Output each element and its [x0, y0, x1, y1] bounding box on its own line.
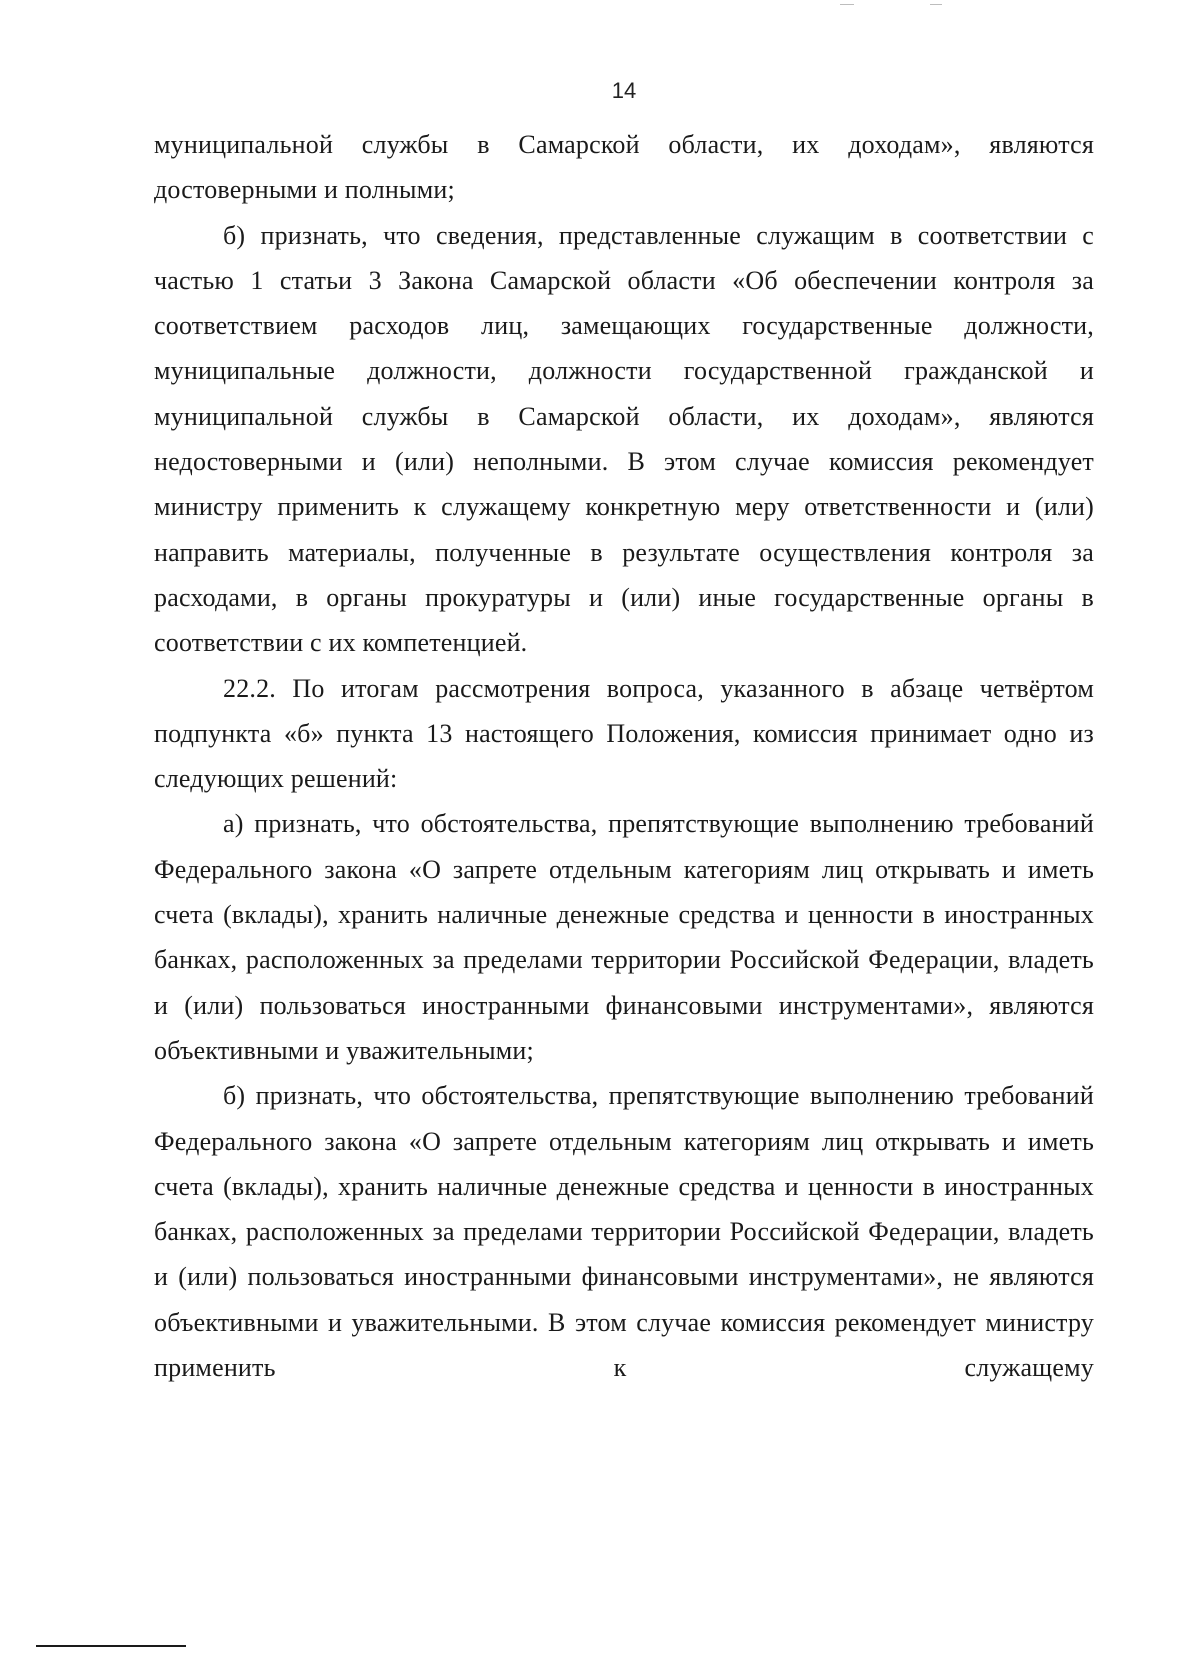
paragraph-subitem-b-circumstances: б) признать, что обстоятельства, препятствующие выполнению требований Федерального закона «О запрете отдельным категориям лиц открывать и иметь счета (вклады), хранить наличные денежные средства и ценности в иностранных банках, расположенных за пределами территории Российской Федерации, владеть и (или) пользоваться иностранными финансовыми инструментами», не являются объективными и уважительными. В этом случае комиссия рекомендует министру применить к служащему — [154, 1081, 1094, 1383]
page-number: 14 — [611, 78, 637, 103]
scan-mark — [840, 4, 854, 5]
scan-mark — [930, 4, 942, 5]
document-body — [154, 122, 1094, 1390]
footnote-divider — [36, 1645, 186, 1647]
paragraph-22-2: 22.2. По итогам рассмотрения вопроса, указанного в абзаце четвёртом подпункта «б» пункта 13 настоящего Положения, комиссия принимает одно из следующих решений: — [154, 673, 1094, 794]
paragraph-subitem-a-circumstances: а) признать, что обстоятельства, препятствующие выполнению требований Федерального закона «О запрете отдельным категориям лиц открывать и иметь счета (вклады), хранить наличные денежные средства и ценности в иностранных банках, расположенных за пределами территории Российской Федерации, владеть и (или) пользоваться иностранными финансовыми инструментами», являются объективными и уважительными; — [154, 809, 1094, 1065]
paragraph-subitem-b-information: б) признать, что сведения, представленные служащим в соответствии с частью 1 статьи 3 Закона Самарской области «Об обеспечении контроля за соответствием расходов лиц, замещающих государственные должности, муниципальные должности, должности государственной гражданской и муниципальной службы в Самарской области, их доходам», являются недостоверными и (или) неполными. В этом случае комиссия рекомендует министру применить к служащему конкретную меру ответственности и (или) направить материалы, полученные в результате осуществления контроля за расходами, в органы прокуратуры и (или) иные государственные органы в соответствии с их компетенцией. — [154, 220, 1094, 658]
paragraph-continuation: муниципальной службы в Самарской области, их доходам», являются достоверными и полными; — [154, 130, 1094, 205]
